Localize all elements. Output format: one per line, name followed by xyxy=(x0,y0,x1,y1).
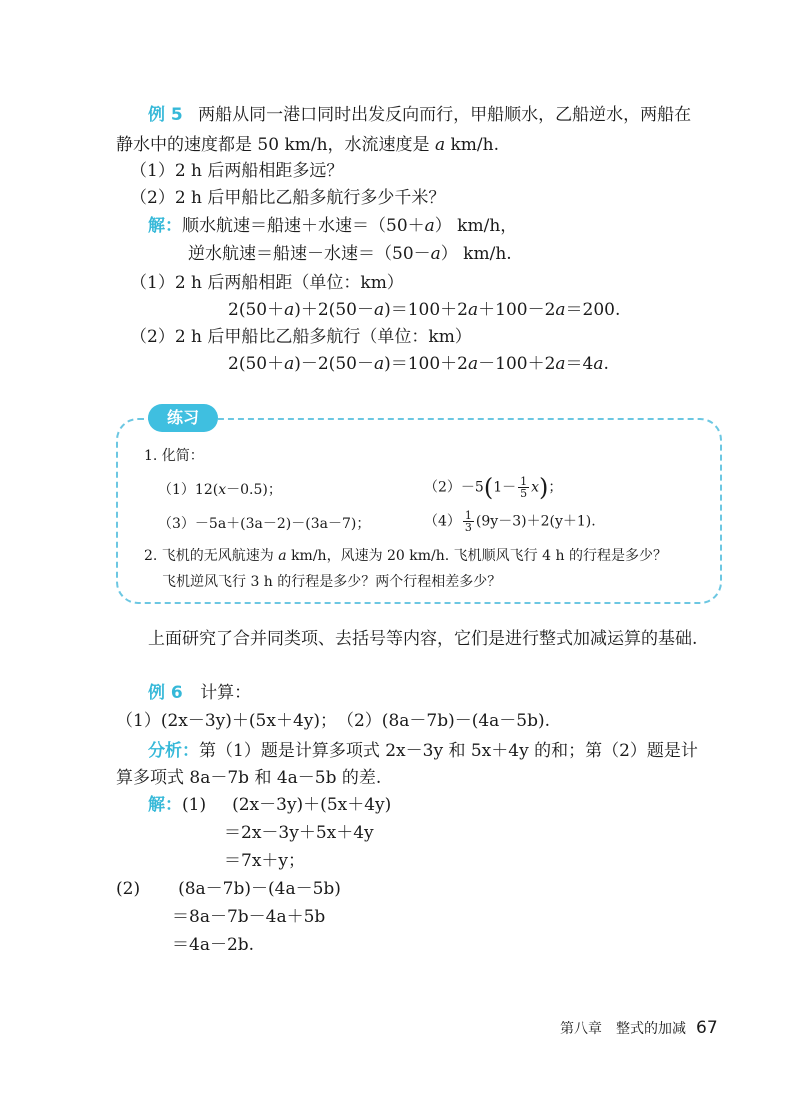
example5-line1 xyxy=(148,104,691,126)
practice-exercise-3: （3）－5a＋(3a－2)－(3a－7)； xyxy=(158,516,371,532)
practice-exercise-1: （1）12(x－0.5)； xyxy=(158,482,282,498)
example5-part2-label: （2）2 h 后甲船比乙船多航行（单位：km） xyxy=(130,327,472,347)
fraction-one-fifth: $\frac{1}{5}$ xyxy=(520,475,528,500)
practice-title: 练习 xyxy=(148,404,218,432)
example5-line2: 静水中的速度都是 50 km/h，水流速度是 a km/h. xyxy=(116,135,499,155)
page-number: 67 xyxy=(696,1018,718,1038)
example5-tag: 例 5 xyxy=(148,105,183,125)
example6-analysis-line2: 算多项式 8a－7b 和 4a－5b 的差. xyxy=(116,768,382,788)
example5-question2: （2）2 h 后甲船比乙船多航行多少千米？ xyxy=(130,188,446,208)
example6-line1: 例 6 计算： xyxy=(148,683,252,703)
practice-item1-label: 1. 化简： xyxy=(144,448,204,464)
example6-solution2-line1: (2) (8a－7b)－(4a－5b) xyxy=(116,879,341,899)
example6-solution1-line3: ＝7x＋y； xyxy=(224,851,306,871)
example6-solution2-line2: ＝8a－7b－4a＋5b xyxy=(172,907,326,927)
example6-solution-tag: 解： xyxy=(148,795,182,815)
example5-speed-down: 解：顺水航速＝船速＋水速＝（50＋a） km/h， xyxy=(148,216,518,236)
example5-speed-up: 逆水航速＝船速－水速＝（50－a） km/h. xyxy=(188,244,512,264)
example5-question1: （1）2 h 后两船相距多远？ xyxy=(130,161,344,181)
example5-problem-line1: 两船从同一港口同时出发反向而行，甲船顺水，乙船逆水，两船在 xyxy=(198,105,692,125)
page-footer xyxy=(560,1018,718,1039)
example6-solution2-line3: ＝4a－2b. xyxy=(172,935,255,955)
practice-exercise-4: （4） $\frac{1}{3}$ (9y－3)＋2(y＋1). xyxy=(424,509,596,534)
practice-item2-line1: 2. 飞机的无风航速为 a km/h，风速为 20 km/h. 飞机顺风飞行 4 h 的行程是多少？ xyxy=(144,548,667,564)
example6-problems: （1）(2x－3y)＋(5x＋4y)； （2）(8a－7b)－(4a－5b). xyxy=(116,711,551,731)
example5-part1-label: （1）2 h 后两船相距（单位：km） xyxy=(130,273,404,293)
example6-analysis-line1: 分析：第（1）题是计算多项式 2x－3y 和 5x＋4y 的和；第（2）题是计 xyxy=(148,741,698,761)
example6-solution1-line1: 解：(1) (2x－3y)＋(5x＋4y) xyxy=(148,795,392,815)
fraction-one-third: $\frac{1}{3}$ xyxy=(464,509,472,534)
analysis-tag: 分析： xyxy=(148,741,199,761)
practice-item2-line2: 飞机逆风飞行 3 h 的行程是多少？两个行程相差多少？ xyxy=(162,574,502,590)
chapter-title: 第八章 整式的加减 xyxy=(560,1021,686,1037)
summary-text: 上面研究了合并同类项、去括号等内容，它们是进行整式加减运算的基础. xyxy=(148,629,698,649)
example5-part1-calc: 2(50＋a)＋2(50－a)＝100＋2a＋100－2a＝200. xyxy=(228,300,621,320)
solution-tag: 解： xyxy=(148,216,182,236)
example5-part2-calc: 2(50＋a)－2(50－a)＝100＋2a－100＋2a＝4a. xyxy=(228,354,609,374)
practice-exercise-2: （2）－5(1－ $\frac{1}{5}$ x)； xyxy=(424,473,563,502)
example6-tag: 例 6 xyxy=(148,683,183,703)
example6-solution1-line2: ＝2x－3y＋5x＋4y xyxy=(224,823,374,843)
